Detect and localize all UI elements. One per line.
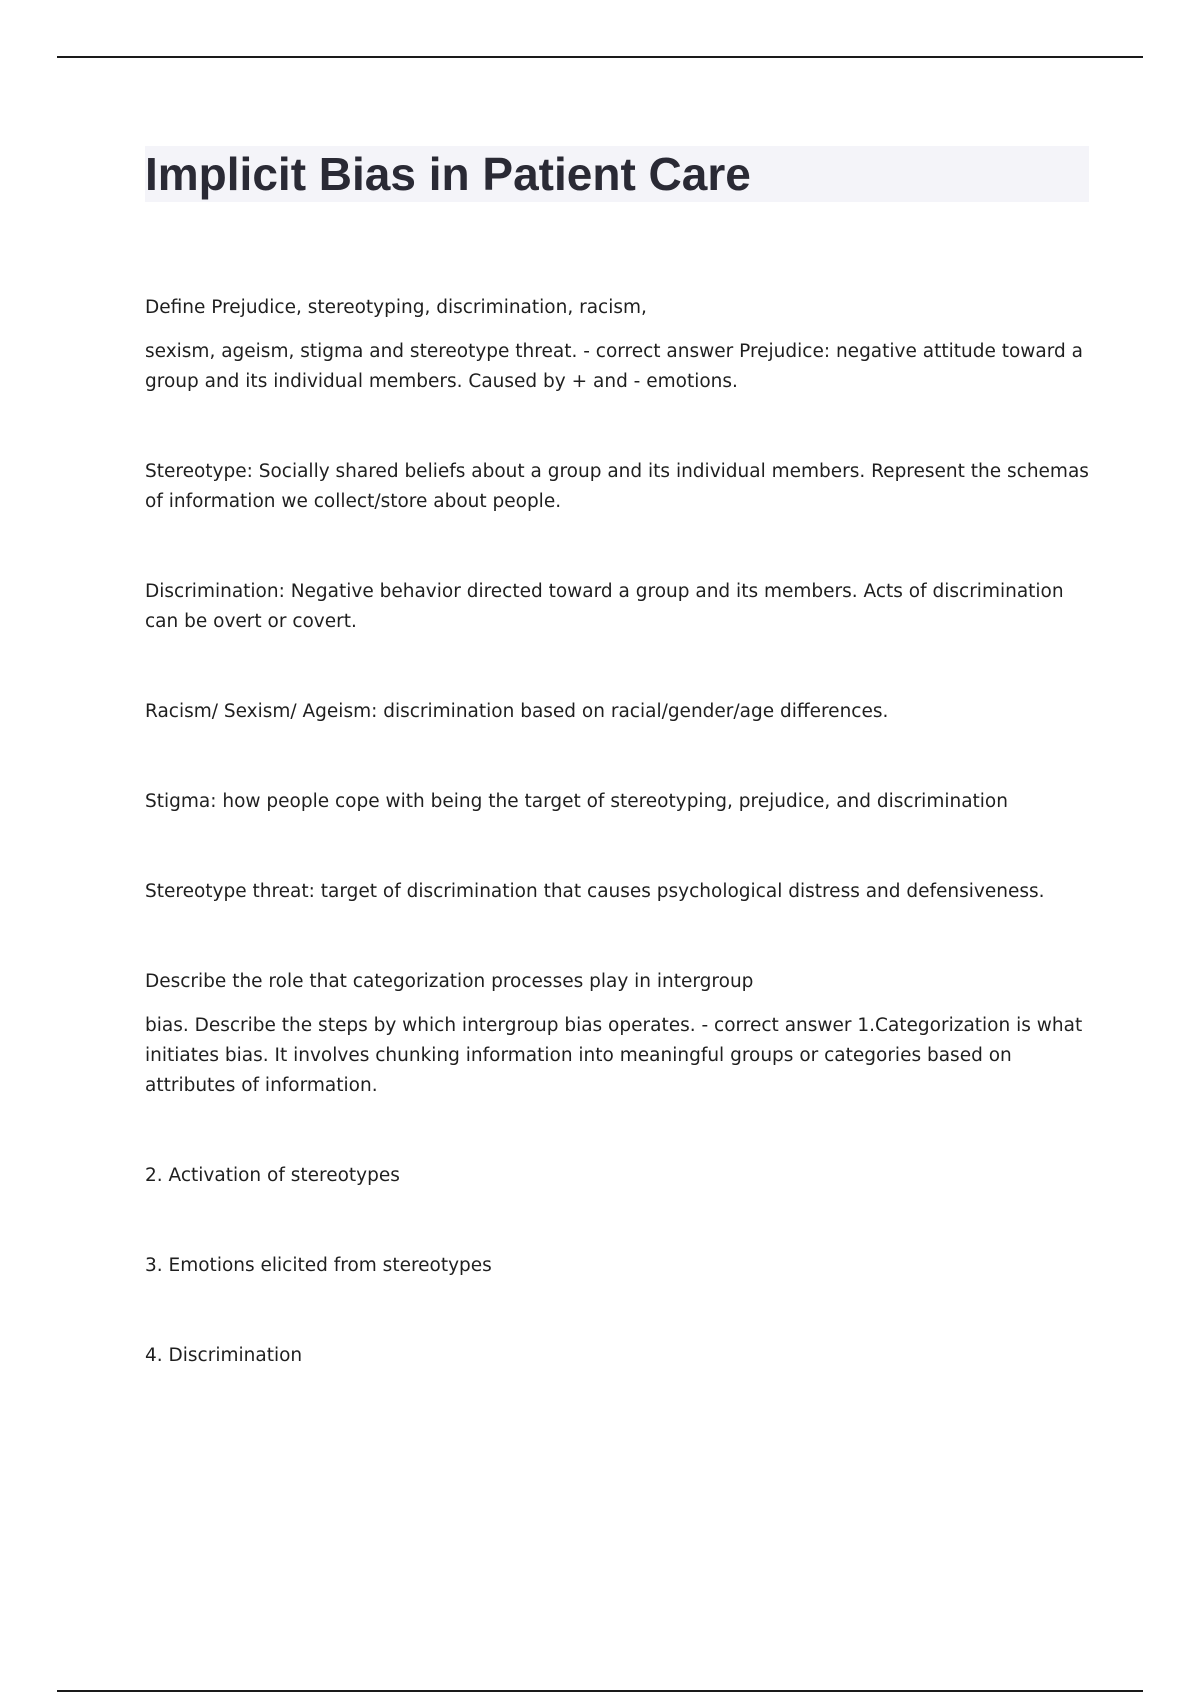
step-item: 3. Emotions elicited from stereotypes <box>145 1255 492 1276</box>
definition-paragraph: Stereotype threat: target of discrimination that causes psychological distress and defensiveness. <box>145 881 1045 902</box>
definition-paragraph: Discrimination: Negative behavior directed toward a group and its members. Acts of discrimination can be overt or covert. <box>145 581 1064 632</box>
step-item: 2. Activation of stereotypes <box>145 1165 400 1186</box>
top-rule <box>57 56 1143 58</box>
question-line: Describe the role that categorization processes play in intergroup <box>145 971 754 992</box>
answer-paragraph: sexism, ageism, stigma and stereotype threat. - correct answer Prejudice: negative attitude toward a group and its individual members. Caused by + and - emotions. <box>145 341 1083 392</box>
question-line: Define Prejudice, stereotyping, discrimination, racism, <box>145 297 647 318</box>
definition-paragraph: Stigma: how people cope with being the target of stereotyping, prejudice, and discrimination <box>145 791 1008 812</box>
step-item: 4. Discrimination <box>145 1345 303 1366</box>
document-title: Implicit Bias in Patient Care <box>145 148 751 200</box>
definition-paragraph: Stereotype: Socially shared beliefs about a group and its individual members. Represent the schemas of information we collect/store about people. <box>145 461 1089 512</box>
bottom-rule <box>57 1690 1143 1692</box>
answer-paragraph: bias. Describe the steps by which intergroup bias operates. - correct answer 1.Categorization is what initiates bias. It involves chunking information into meaningful groups or categories based on attributes of information. <box>145 1015 1083 1096</box>
definition-paragraph: Racism/ Sexism/ Ageism: discrimination based on racial/gender/age differences. <box>145 701 889 722</box>
document-body <box>145 293 1090 1371</box>
